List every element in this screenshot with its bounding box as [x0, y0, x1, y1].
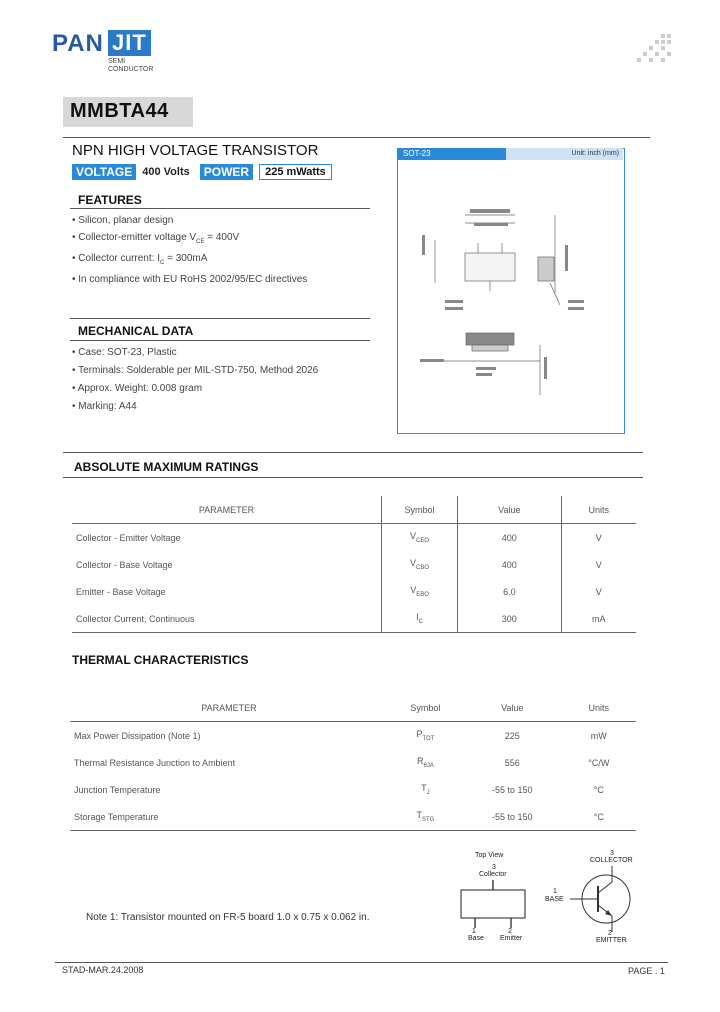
- row-symbol: [381, 524, 457, 552]
- abs-max-table: [72, 496, 636, 633]
- package-top-view-icon: [455, 880, 535, 930]
- top-view-label: Top View: [475, 852, 504, 859]
- part-subtitle: NPN HIGH VOLTAGE TRANSISTOR: [72, 142, 319, 159]
- row-parameter: Collector Current, Continuous: [76, 613, 195, 624]
- features-list: [72, 215, 392, 286]
- row-value: 6.0: [458, 578, 561, 605]
- row-value: 400: [458, 524, 561, 552]
- table-header-row: [70, 694, 636, 722]
- sym-collector-label: COLLECTOR: [590, 857, 633, 864]
- abs-max-top-divider: [63, 452, 643, 453]
- abs-max-divider: [63, 477, 643, 478]
- symbol-subscript: C: [418, 618, 423, 625]
- row-value: -55 to 150: [491, 784, 533, 795]
- feature-item: • Silicon, planar design: [72, 215, 174, 226]
- row-unit: mA: [561, 605, 636, 633]
- npn-transistor-symbol-icon: [570, 866, 640, 932]
- table-row: [70, 776, 636, 803]
- voltage-value: 400 Volts: [142, 166, 190, 178]
- header-units: Units: [588, 702, 610, 713]
- symbol-letter: V: [410, 558, 417, 569]
- logo-sub2: CONDUCTOR: [108, 66, 154, 73]
- symbol-letter: V: [410, 531, 417, 542]
- row-unit: V: [561, 551, 636, 578]
- header-value: Value: [501, 702, 524, 713]
- sym3-number: 3: [610, 850, 614, 857]
- table-row: [70, 749, 636, 776]
- feature-item-text: • Collector-emitter voltage V: [72, 232, 197, 243]
- row-unit: °C: [593, 784, 604, 795]
- header-parameter: PARAMETER: [198, 504, 255, 515]
- header-symbol: Symbol: [381, 496, 457, 524]
- header-symbol: Symbol: [410, 702, 441, 713]
- pin2-number: 2: [508, 928, 512, 935]
- vce-value: = 400V: [204, 232, 240, 243]
- title-divider: [63, 137, 650, 138]
- logo-subtitle: [108, 58, 153, 74]
- symbol-subscript: EBO: [416, 591, 429, 598]
- symbol-subscript: θJA: [423, 762, 434, 769]
- row-symbol: [381, 578, 457, 605]
- symbol-letter: R: [417, 756, 424, 767]
- row-symbol: [388, 749, 463, 776]
- pin3-number: 3: [492, 864, 496, 871]
- power-value: 225 mWatts: [259, 164, 332, 180]
- row-unit: V: [561, 578, 636, 605]
- symbol-subscript: STG: [422, 816, 435, 823]
- package-name: SOT-23: [397, 148, 506, 160]
- abs-max-heading: ABSOLUTE MAXIMUM RATINGS: [74, 460, 259, 474]
- sym1-number: 1: [553, 888, 557, 895]
- table-row: [70, 803, 636, 831]
- row-parameter: Junction Temperature: [74, 784, 161, 795]
- row-value: -55 to 150: [491, 811, 533, 822]
- thermal-heading: THERMAL CHARACTERISTICS: [72, 653, 249, 667]
- mechanical-heading: MECHANICAL DATA: [78, 324, 194, 338]
- row-value: 225: [504, 730, 520, 741]
- table-header-row: [72, 496, 636, 524]
- row-parameter: Max Power Dissipation (Note 1): [74, 730, 201, 741]
- ic-subscript: C: [159, 260, 165, 266]
- row-symbol: [381, 551, 457, 578]
- package-outline-drawing: [400, 165, 620, 427]
- row-symbol: [388, 722, 463, 750]
- decorative-dots-icon: [637, 34, 673, 64]
- mechanical-item: • Terminals: Solderable per MIL-STD-750, Method 2026: [72, 365, 319, 376]
- feature-item: • In compliance with EU RoHS 2002/95/EC directives: [72, 274, 308, 285]
- symbol-letter: T: [416, 810, 422, 821]
- header-parameter: PARAMETER: [201, 702, 257, 713]
- symbol-letter: T: [421, 783, 427, 794]
- spec-tags: [72, 164, 332, 180]
- logo-pan: PAN: [52, 30, 104, 57]
- sym-base-label: BASE: [545, 896, 564, 903]
- symbol-letter: I: [416, 612, 419, 623]
- table-row: [70, 722, 636, 750]
- table-row: [72, 551, 636, 578]
- table-row: [72, 524, 636, 552]
- row-parameter: Thermal Resistance Junction to Ambient: [74, 757, 236, 768]
- pin3-collector-label: Collector: [479, 871, 507, 878]
- logo-sub1: SEMI: [108, 58, 126, 65]
- symbol-letter: V: [410, 585, 417, 596]
- feature-item-text: • Collector current: I: [72, 253, 160, 264]
- note-text: Note 1: Transistor mounted on FR-5 board 1.0 x 0.75 x 0.062 in.: [86, 912, 370, 923]
- pin1-base-label: Base: [468, 935, 484, 942]
- table-row: [72, 578, 636, 605]
- row-parameter: Collector - Base Voltage: [76, 559, 173, 570]
- symbol-subscript: CBO: [416, 564, 430, 571]
- package-unit: Unit: inch (mm): [506, 148, 623, 160]
- part-number: MMBTA44: [70, 100, 169, 122]
- mechanical-top-divider: [70, 318, 370, 319]
- row-value: 400: [458, 551, 561, 578]
- row-parameter: Storage Temperature: [74, 811, 159, 822]
- header-value: Value: [458, 496, 561, 524]
- row-unit: °C/W: [588, 757, 610, 768]
- mechanical-item: • Marking: A44: [72, 401, 137, 412]
- logo-jit: JIT: [108, 30, 151, 56]
- vce-subscript: CE: [196, 239, 205, 245]
- power-label: POWER: [200, 164, 253, 180]
- voltage-label: VOLTAGE: [72, 164, 136, 180]
- row-symbol: [381, 605, 457, 633]
- row-unit: V: [561, 524, 636, 552]
- pin1-number: 1: [472, 928, 476, 935]
- features-divider: [70, 208, 370, 209]
- ic-value: = 300mA: [164, 253, 208, 264]
- table-row: [72, 605, 636, 633]
- mechanical-divider: [70, 340, 370, 341]
- row-unit: mW: [590, 730, 607, 741]
- row-symbol: [388, 776, 463, 803]
- row-unit: °C: [593, 811, 604, 822]
- symbol-subscript: J: [426, 789, 430, 796]
- footer-divider: [55, 962, 668, 963]
- pin2-emitter-label: Emitter: [500, 935, 523, 942]
- features-heading: FEATURES: [78, 193, 142, 207]
- feature-item: [72, 232, 392, 248]
- thermal-table: [70, 694, 636, 831]
- sym-emitter-label: EMITTER: [596, 937, 627, 944]
- footer-date: STAD-MAR.24.2008: [62, 965, 144, 975]
- symbol-subscript: TOT: [422, 735, 435, 742]
- header-units: Units: [561, 496, 636, 524]
- footer-page: PAGE . 1: [628, 966, 665, 976]
- symbol-letter: P: [416, 729, 423, 740]
- feature-item: [72, 253, 392, 269]
- row-value: 556: [504, 757, 520, 768]
- symbol-subscript: CEO: [416, 537, 430, 544]
- mechanical-list: [72, 347, 392, 413]
- mechanical-item: • Case: SOT-23, Plastic: [72, 347, 177, 358]
- row-parameter: Collector - Emitter Voltage: [76, 532, 181, 543]
- row-symbol: [388, 803, 463, 831]
- row-parameter: Emitter - Base Voltage: [76, 586, 166, 597]
- mechanical-item: • Approx. Weight: 0.008 gram: [72, 383, 203, 394]
- row-value: 300: [458, 605, 561, 633]
- sym2-number: 2: [608, 930, 612, 937]
